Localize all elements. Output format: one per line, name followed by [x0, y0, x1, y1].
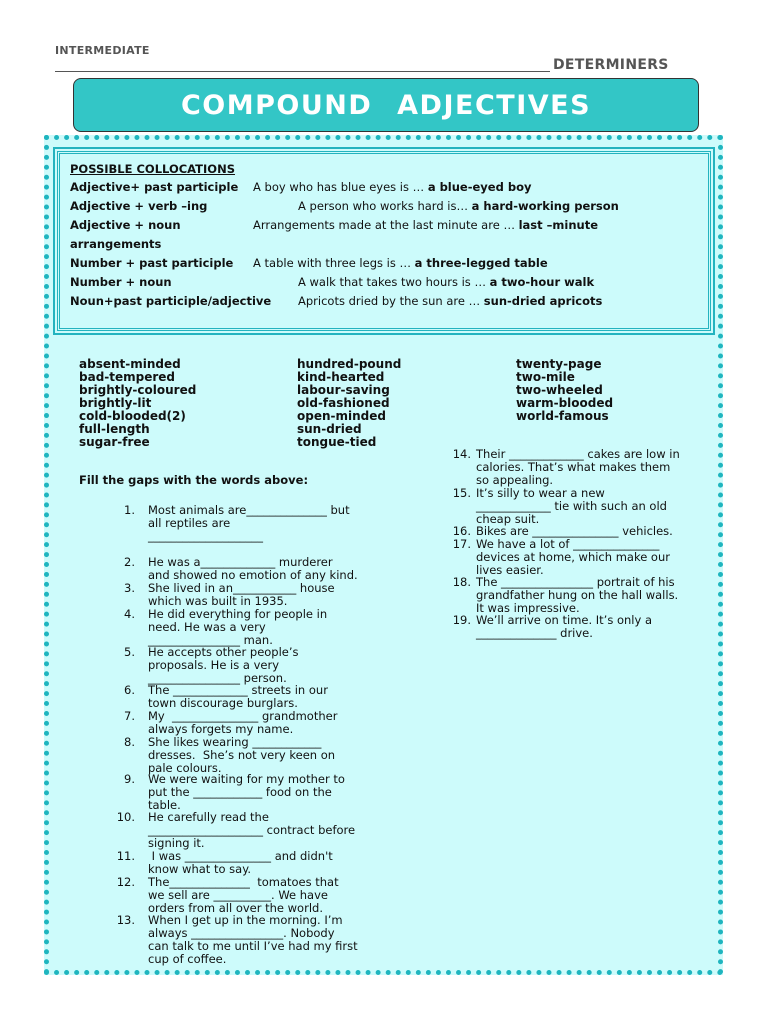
word-bank-item: full-length: [79, 422, 150, 436]
collocation-example-text: A person who works hard is…: [298, 199, 472, 213]
exercise-line: orders from all over the world.: [148, 901, 323, 915]
exercise-text: [148, 646, 299, 685]
exercise-line: When I get up in the morning. I’m: [148, 913, 343, 927]
word-bank-item: old-fashioned: [297, 396, 390, 410]
collocation-example-answer: a blue-eyed boy: [427, 180, 532, 194]
collocation-example-answer: last –minute: [518, 218, 599, 232]
word-bank-column-2: [297, 358, 401, 449]
word-bank-item: hundred-pound: [297, 357, 402, 371]
word-bank-item: twenty-page: [516, 357, 602, 371]
exercise-line: Most animals are______________ but: [148, 503, 350, 517]
exercise-number: 4.: [124, 607, 135, 621]
exercise-number: 12.: [116, 875, 135, 889]
collocation-example-text: A walk that takes two hours is …: [298, 275, 490, 289]
word-bank-item: warm-blooded: [516, 396, 614, 410]
exercise-text: [148, 608, 327, 647]
page-title: COMPOUND ADJECTIVES: [180, 89, 592, 121]
exercise-line: ______________ drive.: [476, 626, 593, 640]
collocation-row: [70, 256, 548, 270]
exercise-line: lives easier.: [476, 563, 544, 577]
exercise-number: 16.: [452, 524, 471, 538]
collocation-row: [70, 180, 532, 194]
word-bank-item: brightly-lit: [79, 396, 152, 410]
exercise-line: I was _______________ and didn't: [148, 849, 333, 863]
exercise-line: Bikes are _______________ vehicles.: [476, 524, 673, 538]
collocation-example-answer: a hard-working person: [471, 199, 619, 213]
exercise-line: all reptiles are: [148, 516, 231, 530]
exercise-number: 13.: [116, 913, 135, 927]
exercise-text: [476, 576, 678, 615]
exercise-line: He did everything for people in: [148, 607, 328, 621]
exercise-line: Their _____________ cakes are low in: [476, 447, 680, 461]
exercise-line: proposals. He is a very: [148, 658, 280, 672]
exercise-line: grandfather hung on the hall walls.: [476, 588, 679, 602]
exercise-line: We were waiting for my mother to: [148, 772, 345, 786]
exercise-line: calories. That’s what makes them: [476, 460, 671, 474]
collocation-type: Adjective + verb –ing: [70, 199, 208, 213]
exercise-number: 5.: [124, 645, 135, 659]
exercise-line: which was built in 1935.: [148, 594, 288, 608]
word-bank-item: sugar-free: [79, 435, 150, 449]
exercise-number: 1.: [124, 503, 135, 517]
collocations-heading: POSSIBLE COLLOCATIONS: [70, 162, 235, 176]
exercise-text: [476, 614, 652, 640]
exercise-line: My _______________ grandmother: [148, 709, 338, 723]
exercise-number: 17.: [452, 537, 471, 551]
collocation-example-text: A table with three legs is …: [253, 256, 415, 270]
collocation-example-answer: a three-legged table: [414, 256, 548, 270]
collocation-row: [70, 275, 595, 289]
instruction-text: Fill the gaps with the words above:: [79, 473, 309, 487]
exercise-line: It’s silly to wear a new: [476, 486, 605, 500]
collocation-row: [70, 199, 619, 213]
exercise-text: [148, 684, 328, 710]
collocations-content: [70, 162, 619, 308]
exercise-text: [148, 710, 337, 736]
exercise-line: We’ll arrive on time. It’s only a: [476, 613, 653, 627]
collocation-example-text: A boy who has blue eyes is …: [253, 180, 428, 194]
collocation-example: [298, 294, 602, 308]
exercise-line: He was a_____________ murderer: [148, 555, 333, 569]
exercise-text: [148, 914, 358, 966]
word-bank-item: two-mile: [516, 370, 575, 384]
exercise-line: The ________________ portrait of his: [476, 575, 675, 589]
word-bank-item: absent-minded: [79, 357, 181, 371]
exercise-line: She likes wearing ____________: [148, 735, 322, 749]
collocation-type: Adjective + noun: [70, 218, 181, 232]
collocation-row: [70, 294, 603, 308]
exercise-line: ____________________: [148, 529, 263, 543]
topic-label: DETERMINERS: [553, 57, 669, 73]
exercise-line: He carefully read the: [148, 810, 269, 824]
exercise-line: The______________ tomatoes that: [148, 875, 339, 889]
collocation-example-text: Arrangements made at the last minute are …: [253, 218, 519, 232]
exercise-line: dresses. She’s not very keen on: [148, 748, 336, 762]
exercise-line: ____________________ contract before: [148, 823, 356, 837]
word-bank-item: kind-hearted: [297, 370, 385, 384]
exercise-line: The _____________ streets in our: [148, 683, 328, 697]
exercise-line: signing it.: [148, 836, 205, 850]
word-bank-column-1: [79, 358, 196, 449]
exercise-text: [148, 556, 358, 582]
exercise-number: 8.: [124, 735, 135, 749]
exercise-number: 9.: [124, 772, 135, 786]
exercise-line: pale colours.: [148, 761, 222, 775]
exercise-number: 14.: [452, 447, 471, 461]
exercise-line: It was impressive.: [476, 601, 580, 615]
exercise-text: [148, 850, 333, 876]
exercise-line: need. He was a very: [148, 620, 266, 634]
collocation-type: arrangements: [70, 237, 162, 251]
exercise-text: [148, 811, 355, 850]
collocation-type: Adjective+ past participle: [70, 180, 239, 194]
exercise-line: cup of coffee.: [148, 952, 227, 966]
collocation-example-text: Apricots dried by the sun are …: [298, 294, 484, 308]
collocation-example: [298, 199, 619, 213]
collocation-example-answer: sun-dried apricots: [483, 294, 603, 308]
exercise-text: [476, 487, 667, 526]
exercise-number: 10.: [116, 810, 135, 824]
exercise-text: [476, 538, 670, 577]
exercise-line: can talk to me until I’ve had my first: [148, 939, 358, 953]
title-banner: [73, 78, 699, 132]
collocations-box: [57, 151, 711, 331]
exercise-line: He accepts other people’s: [148, 645, 299, 659]
collocation-example: [253, 180, 531, 194]
word-bank-item: world-famous: [516, 409, 609, 423]
exercise-line: cheap suit.: [476, 512, 540, 526]
exercise-line: and showed no emotion of any kind.: [148, 568, 358, 582]
word-bank-item: bad-tempered: [79, 370, 176, 384]
exercise-number: 6.: [124, 683, 135, 697]
exercise-line: always forgets my name.: [148, 722, 294, 736]
collocation-example: [253, 218, 598, 232]
collocation-type: Number + past participle: [70, 256, 234, 270]
exercise-text: [148, 736, 335, 775]
exercise-line: we sell are __________. We have: [148, 888, 328, 902]
word-bank-item: labour-saving: [297, 383, 390, 397]
exercise-line: ________________ person.: [148, 671, 287, 685]
exercise-text: [148, 582, 335, 608]
word-bank-item: brightly-coloured: [79, 383, 197, 397]
word-bank-item: sun-dried: [297, 422, 362, 436]
exercise-line: We have a lot of _______________: [476, 537, 660, 551]
header-rule: [55, 56, 550, 72]
collocation-example-answer: a two-hour walk: [489, 275, 595, 289]
collocation-example: [298, 275, 594, 289]
exercise-line: town discourage burglars.: [148, 696, 298, 710]
exercise-line: know what to say.: [148, 862, 252, 876]
exercise-number: 11.: [116, 849, 135, 863]
exercise-text: [148, 876, 339, 915]
exercise-number: 3.: [124, 581, 135, 595]
exercise-number: 2.: [124, 555, 135, 569]
collocation-type: Number + noun: [70, 275, 172, 289]
exercise-line: table.: [148, 798, 181, 812]
exercise-number: 7.: [124, 709, 135, 723]
word-bank-column-3: [516, 358, 613, 423]
exercise-number: 15.: [452, 486, 471, 500]
exercise-line: She lived in an___________ house: [148, 581, 335, 595]
level-label: INTERMEDIATE: [55, 44, 150, 57]
exercise-line: put the ____________ food on the: [148, 785, 332, 799]
word-bank-item: tongue-tied: [297, 435, 377, 449]
collocation-row: [70, 218, 599, 232]
exercise-text: [148, 773, 345, 812]
exercise-text: [476, 448, 680, 487]
word-bank-item: cold-blooded(2): [79, 409, 186, 423]
exercise-line: so appealing.: [476, 473, 554, 487]
collocation-example: [253, 256, 548, 270]
exercise-number: 19.: [452, 613, 471, 627]
exercise-number: 18.: [452, 575, 471, 589]
exercise-line: devices at home, which make our: [476, 550, 670, 564]
word-bank-item: two-wheeled: [516, 383, 603, 397]
exercise-line: ________________ man.: [148, 633, 273, 647]
exercise-line: always ________________. Nobody: [148, 926, 335, 940]
word-bank-item: open-minded: [297, 409, 386, 423]
collocation-type: Noun+past participle/adjective: [70, 294, 272, 308]
collocation-row: [70, 237, 161, 251]
exercise-line: _____________ tie with such an old: [476, 499, 667, 513]
exercise-text: [148, 504, 350, 543]
